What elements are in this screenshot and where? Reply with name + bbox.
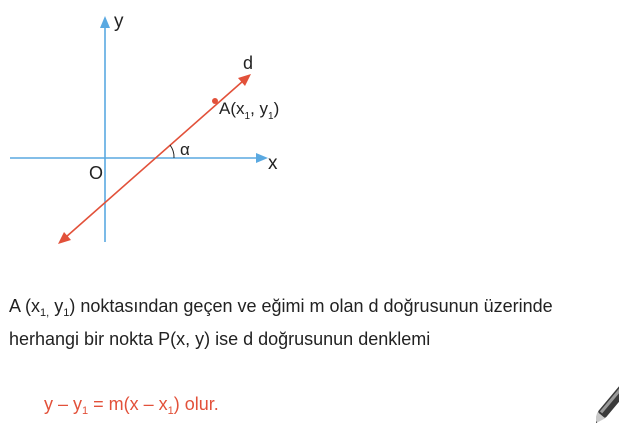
paragraph-sub-2: 1 [63,307,70,319]
description-paragraph [9,290,614,356]
paragraph-part-2: y [49,296,64,316]
point-a-label [219,99,279,122]
equation-part-2: = m(x – x [88,394,168,414]
point-a-sub1: 1 [244,111,251,122]
angle-arc [170,145,174,158]
line-equation [44,394,219,415]
y-axis-arrowhead [100,16,110,28]
origin-label: O [89,163,104,183]
point-a-dot [212,98,218,104]
equation-part-1: y – y [44,394,83,414]
equation-sub-1: 1 [82,405,89,417]
y-axis-label: y [114,11,124,32]
x-axis-arrowhead [256,153,268,163]
equation-sub-2: 1 [167,405,174,417]
paragraph-sub-1: 1, [40,307,50,319]
pen-icon [596,376,619,436]
point-a-open: (x [230,99,245,118]
equation-part-3: ) olur. [173,394,219,414]
angle-label: α [180,140,190,159]
paragraph-part-1: A (x [9,296,41,316]
point-a-mid: , y [250,99,269,118]
point-a-name: A [219,99,231,118]
point-a-close: ) [273,99,280,118]
paragraph-part-3: ) noktasından geçen ve eğimi m olan d doğrusunun üzerinde herhangi bir nokta P(x, y) ise d doğrusunun denklemi [9,296,553,349]
point-a-sub2: 1 [268,111,274,122]
line-d-label: d [243,53,254,73]
line-d [66,81,243,237]
x-axis-label: x [268,153,278,174]
